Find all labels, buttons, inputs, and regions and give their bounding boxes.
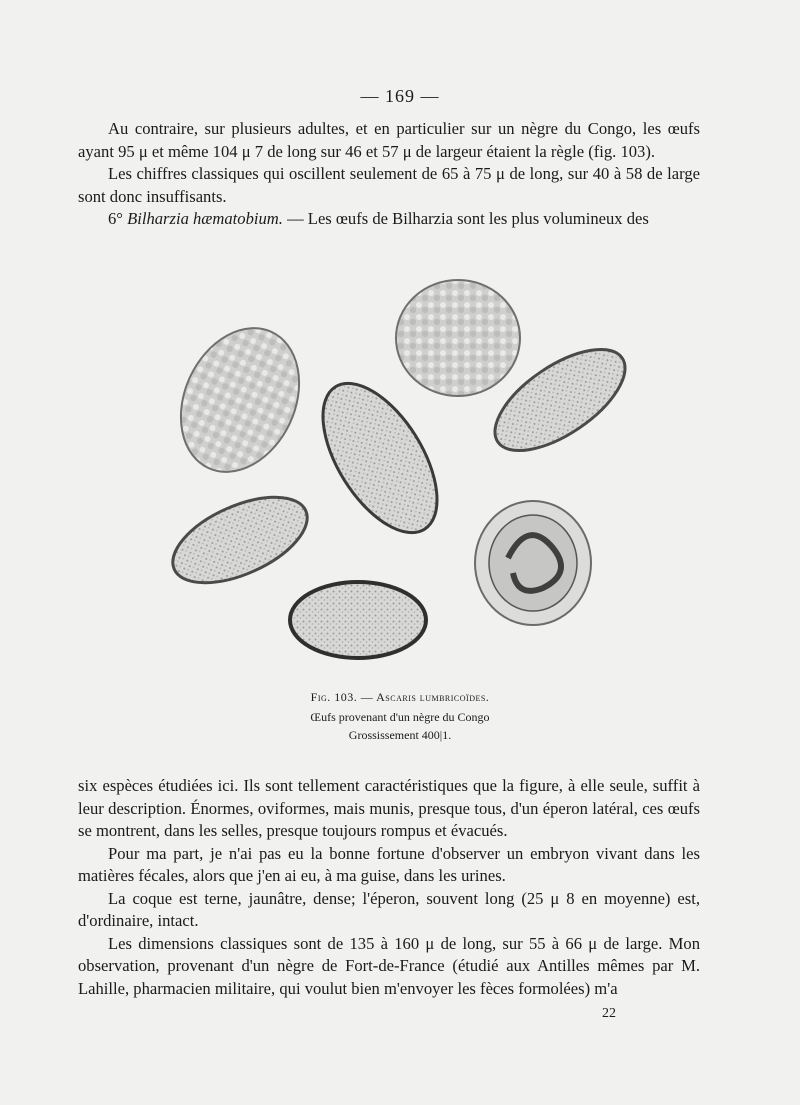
egg-embryonated	[475, 501, 591, 625]
paragraph: Les chiffres classiques qui oscillent seulement de 65 à 75 μ de long, sur 40 à 58 de large sont donc insuffisants.	[78, 164, 700, 206]
section-heading	[78, 208, 700, 231]
section-heading-rest: — Les œufs de Bilharzia sont les plus volumineux des	[287, 209, 649, 228]
egg-elongated-left	[160, 480, 319, 601]
egg-mammillated-left	[158, 309, 321, 491]
section-title: Bilharzia hæmatobium.	[127, 209, 283, 228]
paragraph: Pour ma part, je n'ai pas eu la bonne fortune d'observer un embryon vivant dans les matières fécales, alors que j'en ai eu, à ma guise, dans les urines.	[78, 843, 700, 885]
paragraph: Au contraire, sur plusieurs adultes, et en particulier sur un nègre du Congo, les œufs ayant 95 μ et même 104 μ 7 de long sur 46 et 57 μ de largeur étaient la règle (fig. 103).	[78, 119, 700, 161]
paragraph: six espèces étudiées ici. Ils sont tellement caractéristiques que la figure, à elle seule, suffit à leur description. Énormes, oviformes, mais munis, presque tous, d'un éperon latéral, ces œufs se montrent, dans les selles, presque toujours rompus et évacués.	[78, 776, 700, 840]
eggs-drawing	[140, 278, 640, 668]
bottom-text	[78, 775, 700, 1000]
figure-caption-line: Grossissement 400|1.	[348, 728, 452, 742]
top-text	[78, 118, 700, 231]
figure-caption-line: Œufs provenant d'un nègre du Congo	[310, 710, 490, 724]
figure-caption-title: Fig. 103. — Ascaris lumbricoïdes.	[310, 690, 490, 704]
egg-mammillated-top	[396, 280, 520, 396]
section-number: 6°	[108, 209, 123, 228]
page-number: — 169 —	[360, 86, 440, 106]
signature-mark: 22	[602, 1006, 616, 1021]
egg-elongated-bottom	[290, 582, 426, 658]
figure-illustration	[140, 278, 640, 668]
paragraph: Les dimensions classiques sont de 135 à 160 μ de long, sur 55 à 66 μ de large. Mon observation, provenant d'un nègre de Fort-de-France (étudié aux Antilles mêmes par M. Lahille, pharmacien militaire, qui voulut bien m'envoyer les fèces formolées) m'a	[78, 933, 700, 998]
paragraph: La coque est terne, jaunâtre, dense; l'éperon, souvent long (25 μ 8 en moyenne) est, d'ordinaire, intact.	[78, 888, 700, 930]
